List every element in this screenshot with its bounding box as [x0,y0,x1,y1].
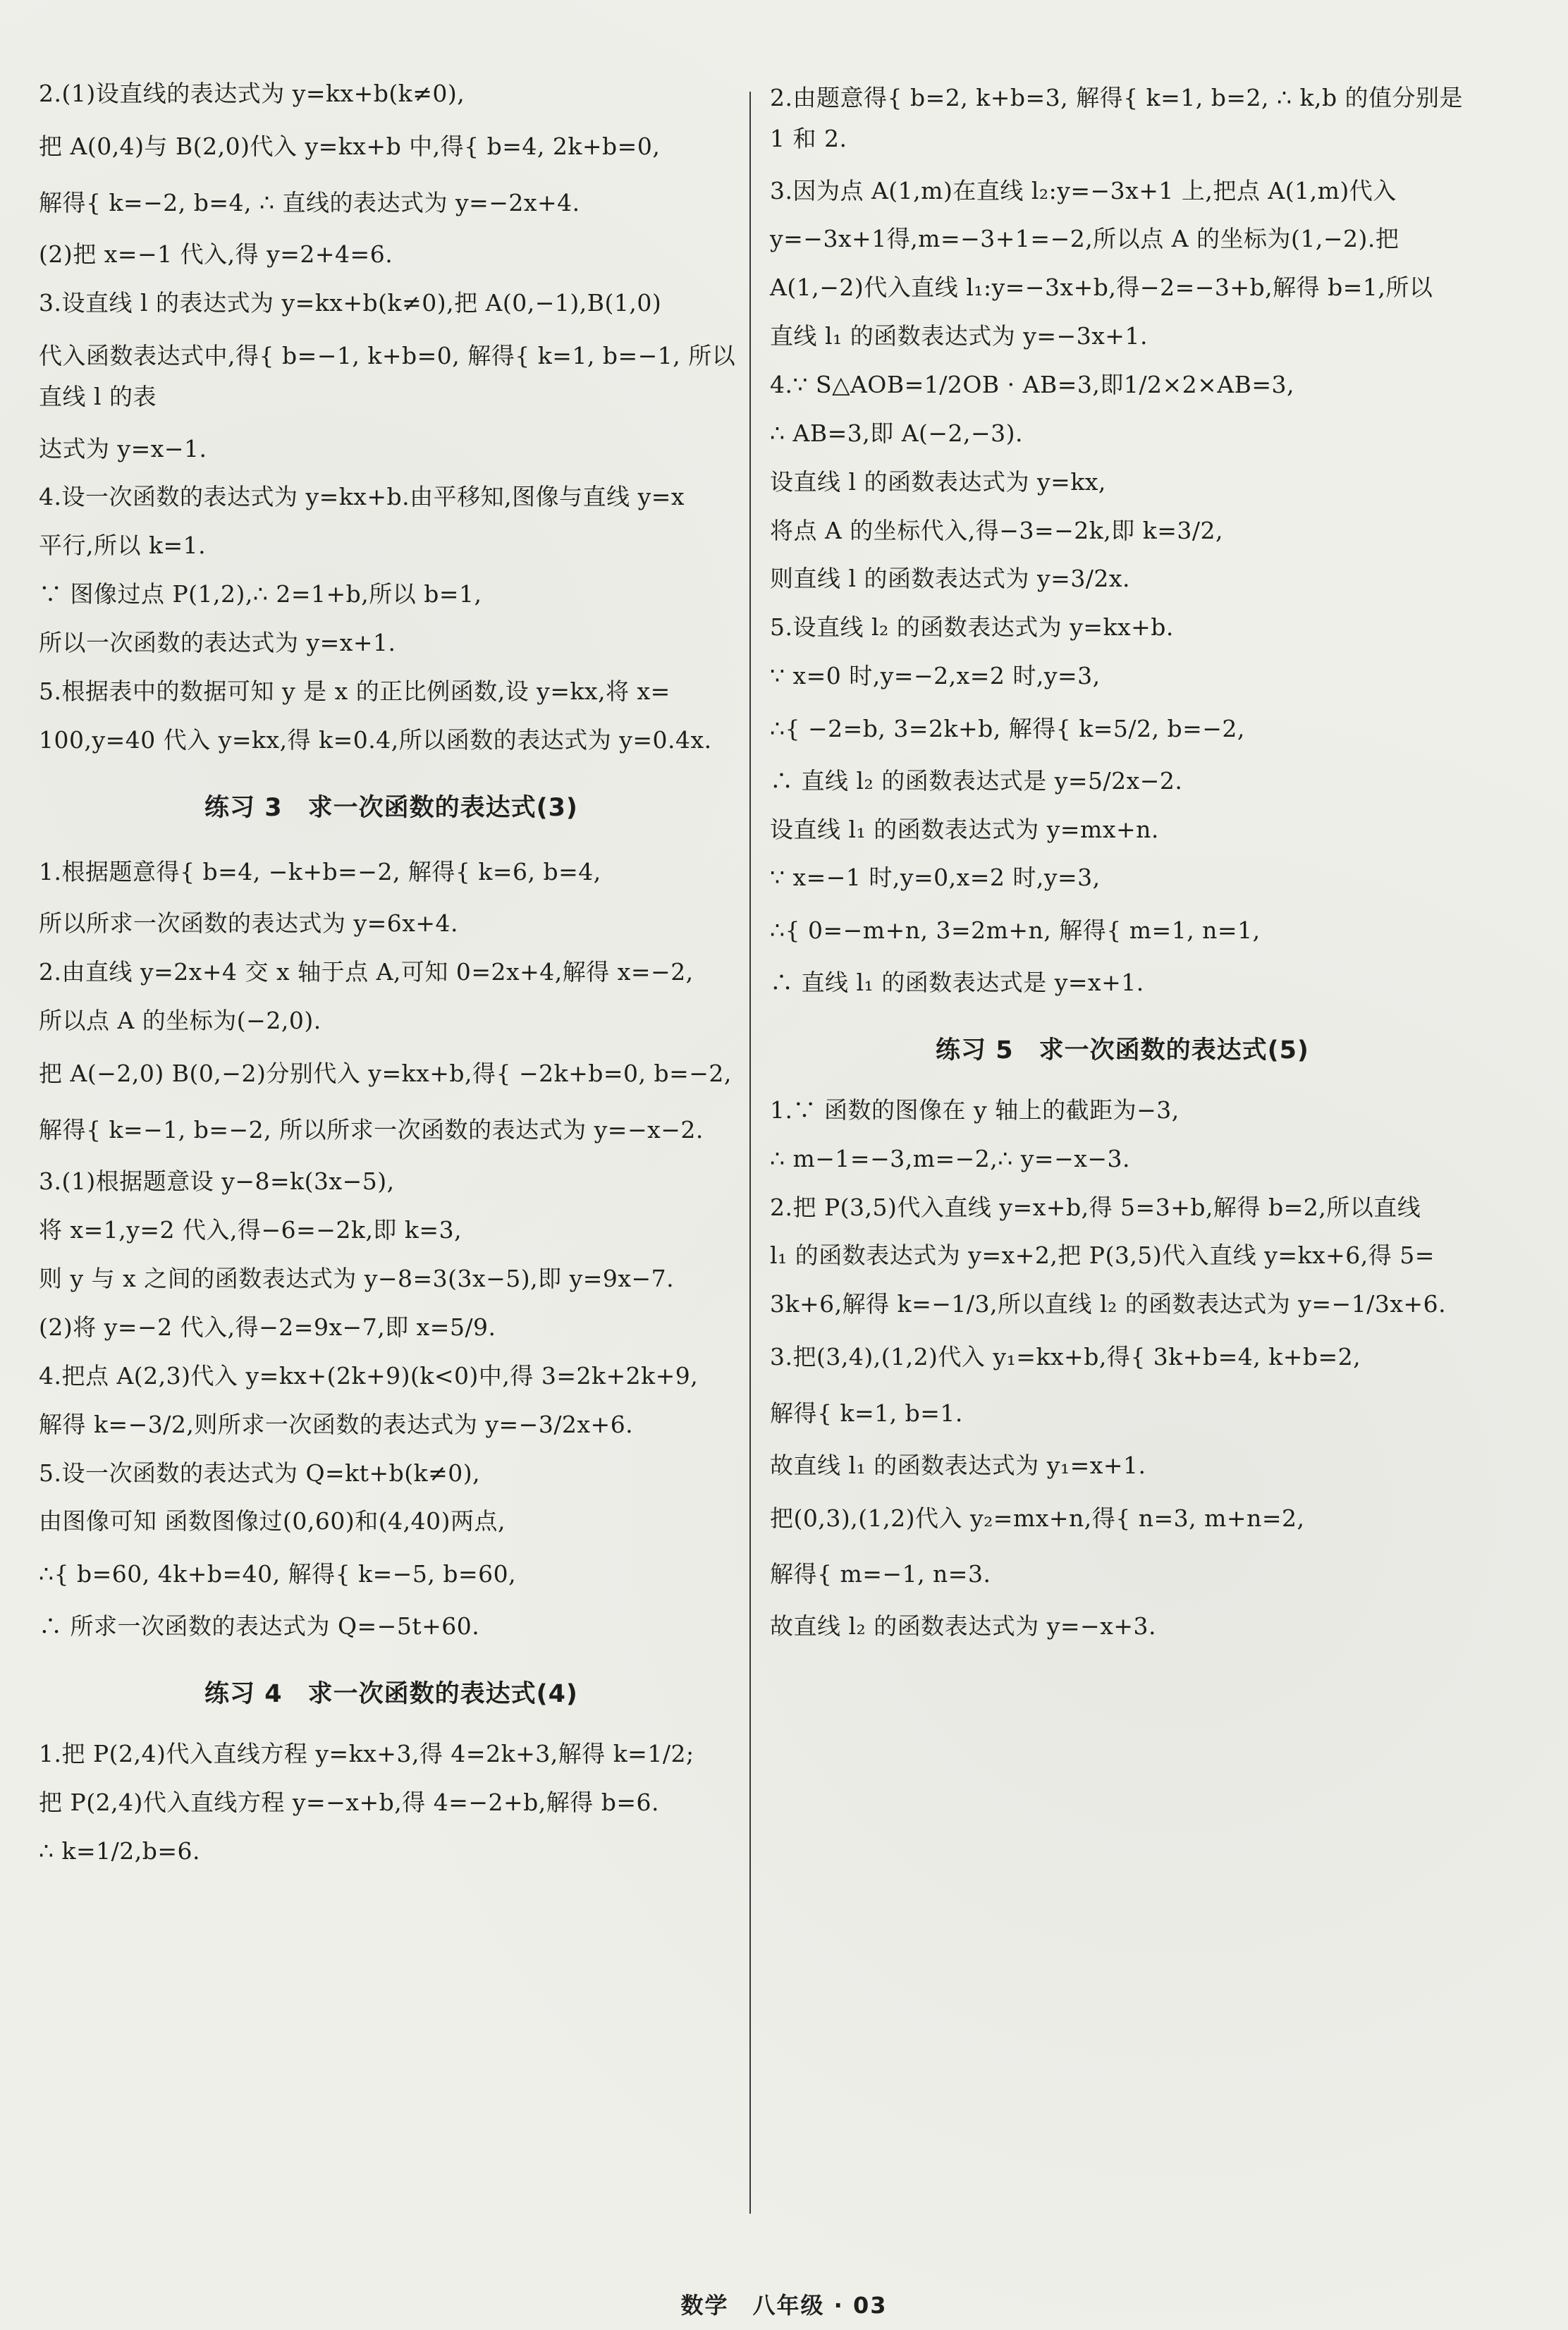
answer-line: ∵ x=0 时,y=−2,x=2 时,y=3, [770,662,1101,690]
answer-line: 2.由直线 y=2x+4 交 x 轴于点 A,可知 0=2x+4,解得 x=−2, [39,958,694,986]
answer-line: 3k+6,解得 k=−1/3,所以直线 l₂ 的函数表达式为 y=−1/3x+6. [770,1290,1447,1318]
answer-line: 解得{ m=−1, n=3. [770,1560,991,1588]
answer-line: 所以所求一次函数的表达式为 y=6x+4. [39,909,459,938]
answer-line: y=−3x+1得,m=−3+1=−2,所以点 A 的坐标为(1,−2).把 [770,225,1399,253]
answer-line: 2.把 P(3,5)代入直线 y=x+b,得 5=3+b,解得 b=2,所以直线 [770,1193,1421,1221]
answer-line: 则直线 l 的函数表达式为 y=3/2x. [770,565,1131,593]
answer-line: 设直线 l 的函数表达式为 y=kx, [770,467,1106,496]
answer-line: 把 A(−2,0) B(0,−2)分别代入 y=kx+b,得{ −2k+b=0, b=−2, [39,1059,732,1087]
answer-line: ∴ 直线 l₁ 的函数表达式是 y=x+1. [770,969,1144,997]
answer-line: 3.设直线 l 的表达式为 y=kx+b(k≠0),把 A(0,−1),B(1,0) [39,289,662,317]
answer-line: ∴ k=1/2,b=6. [39,1837,200,1865]
answer-line: 故直线 l₂ 的函数表达式为 y=−x+3. [770,1612,1156,1641]
answer-line: 设直线 l₁ 的函数表达式为 y=mx+n. [770,815,1159,843]
answer-line: 解得 k=−3/2,则所求一次函数的表达式为 y=−3/2x+6. [39,1410,634,1438]
answer-line: 解得{ k=1, b=1. [770,1399,963,1427]
answer-line: 解得{ k=−1, b=−2, 所以所求一次函数的表达式为 y=−x−2. [39,1115,704,1143]
answer-line: 1.∵ 函数的图像在 y 轴上的截距为−3, [770,1096,1180,1124]
answer-line: 100,y=40 代入 y=kx,得 k=0.4,所以函数的表达式为 y=0.4x. [39,725,712,754]
answer-line: ∴{ b=60, 4k+b=40, 解得{ k=−5, b=60, [39,1560,517,1588]
answer-line: A(1,−2)代入直线 l₁:y=−3x+b,得−2=−3+b,解得 b=1,所以 [770,274,1433,302]
answer-line: ∵ x=−1 时,y=0,x=2 时,y=3, [770,864,1101,892]
left-column [39,78,744,1883]
answer-line: 1.把 P(2,4)代入直线方程 y=kx+3,得 4=2k+3,解得 k=1/2; [39,1739,694,1767]
answer-line: 达式为 y=x−1. [39,434,207,462]
answer-line: ∴{ 0=−m+n, 3=2m+n, 解得{ m=1, n=1, [770,916,1261,945]
answer-line: 所以一次函数的表达式为 y=x+1. [39,629,396,657]
column-divider [749,92,751,2214]
page-footer: 数学 八年级 · 03 [680,2292,888,2319]
answer-line: 把(0,3),(1,2)代入 y₂=mx+n,得{ n=3, m+n=2, [770,1504,1305,1532]
answer-line: 2.由题意得{ b=2, k+b=3, 解得{ k=1, b=2, ∴ k,b 的值分别是 1 和 2. [770,84,1471,152]
answer-line: 5.根据表中的数据可知 y 是 x 的正比例函数,设 y=kx,将 x= [39,677,670,705]
answer-line: 4.设一次函数的表达式为 y=kx+b.由平移知,图像与直线 y=x [39,483,685,511]
answer-line: 3.(1)根据题意设 y−8=k(3x−5), [39,1167,395,1196]
answer-line: 4.∵ S△AOB=1/2OB · AB=3,即1/2×2×AB=3, [770,370,1294,398]
answer-line: (2)将 y=−2 代入,得−2=9x−7,即 x=5/9. [39,1313,496,1341]
answer-line: 5.设一次函数的表达式为 Q=kt+b(k≠0), [39,1459,481,1487]
section-title: 练习 3 求一次函数的表达式(3) [204,793,578,822]
section-title: 练习 5 求一次函数的表达式(5) [936,1036,1309,1065]
section-title: 练习 4 求一次函数的表达式(4) [204,1679,578,1708]
answer-line: 1.根据题意得{ b=4, −k+b=−2, 解得{ k=6, b=4, [39,857,601,885]
answer-line: 4.把点 A(2,3)代入 y=kx+(2k+9)(k<0)中,得 3=2k+2k+9, [39,1361,699,1390]
answer-line: 直线 l₁ 的函数表达式为 y=−3x+1. [770,322,1148,350]
answer-line: 则 y 与 x 之间的函数表达式为 y−8=3(3x−5),即 y=9x−7. [39,1265,675,1293]
right-column [770,78,1475,1659]
answer-line: 解得{ k=−2, b=4, ∴ 直线的表达式为 y=−2x+4. [39,188,580,216]
answer-line: ∴{ −2=b, 3=2k+b, 解得{ k=5/2, b=−2, [770,714,1245,742]
answer-line: 将点 A 的坐标代入,得−3=−2k,即 k=3/2, [770,516,1223,544]
answer-line: ∴ 所求一次函数的表达式为 Q=−5t+60. [39,1612,480,1641]
answer-line: 把 P(2,4)代入直线方程 y=−x+b,得 4=−2+b,解得 b=6. [39,1788,660,1816]
answer-line: 代入函数表达式中,得{ b=−1, k+b=0, 解得{ k=1, b=−1, 所以直线 l 的表 [39,342,736,410]
answer-line: 将 x=1,y=2 代入,得−6=−2k,即 k=3, [39,1216,463,1244]
answer-line: (2)把 x=−1 代入,得 y=2+4=6. [39,240,393,269]
answer-line: 3.因为点 A(1,m)在直线 l₂:y=−3x+1 上,把点 A(1,m)代入 [770,176,1397,204]
answer-line: l₁ 的函数表达式为 y=x+2,把 P(3,5)代入直线 y=kx+6,得 5= [770,1241,1435,1270]
answer-line: 由图像可知 函数图像过(0,60)和(4,40)两点, [39,1507,506,1535]
answer-line: 3.把(3,4),(1,2)代入 y₁=kx+b,得{ 3k+b=4, k+b=2, [770,1343,1361,1371]
answer-line: 把 A(0,4)与 B(2,0)代入 y=kx+b 中,得{ b=4, 2k+b=0, [39,132,661,160]
answer-line: ∴ AB=3,即 A(−2,−3). [770,419,1024,447]
answer-line: 2.(1)设直线的表达式为 y=kx+b(k≠0), [39,80,465,107]
answer-line: 平行,所以 k=1. [39,532,207,560]
answer-line: ∴ 直线 l₂ 的函数表达式是 y=5/2x−2. [770,766,1183,795]
answer-line: 所以点 A 的坐标为(−2,0). [39,1007,321,1035]
answer-line: 5.设直线 l₂ 的函数表达式为 y=kx+b. [770,613,1174,642]
answer-line: 故直线 l₁ 的函数表达式为 y₁=x+1. [770,1451,1146,1479]
answer-line: ∴ m−1=−3,m=−2,∴ y=−x−3. [770,1144,1130,1172]
answer-line: ∵ 图像过点 P(1,2),∴ 2=1+b,所以 b=1, [39,580,482,608]
